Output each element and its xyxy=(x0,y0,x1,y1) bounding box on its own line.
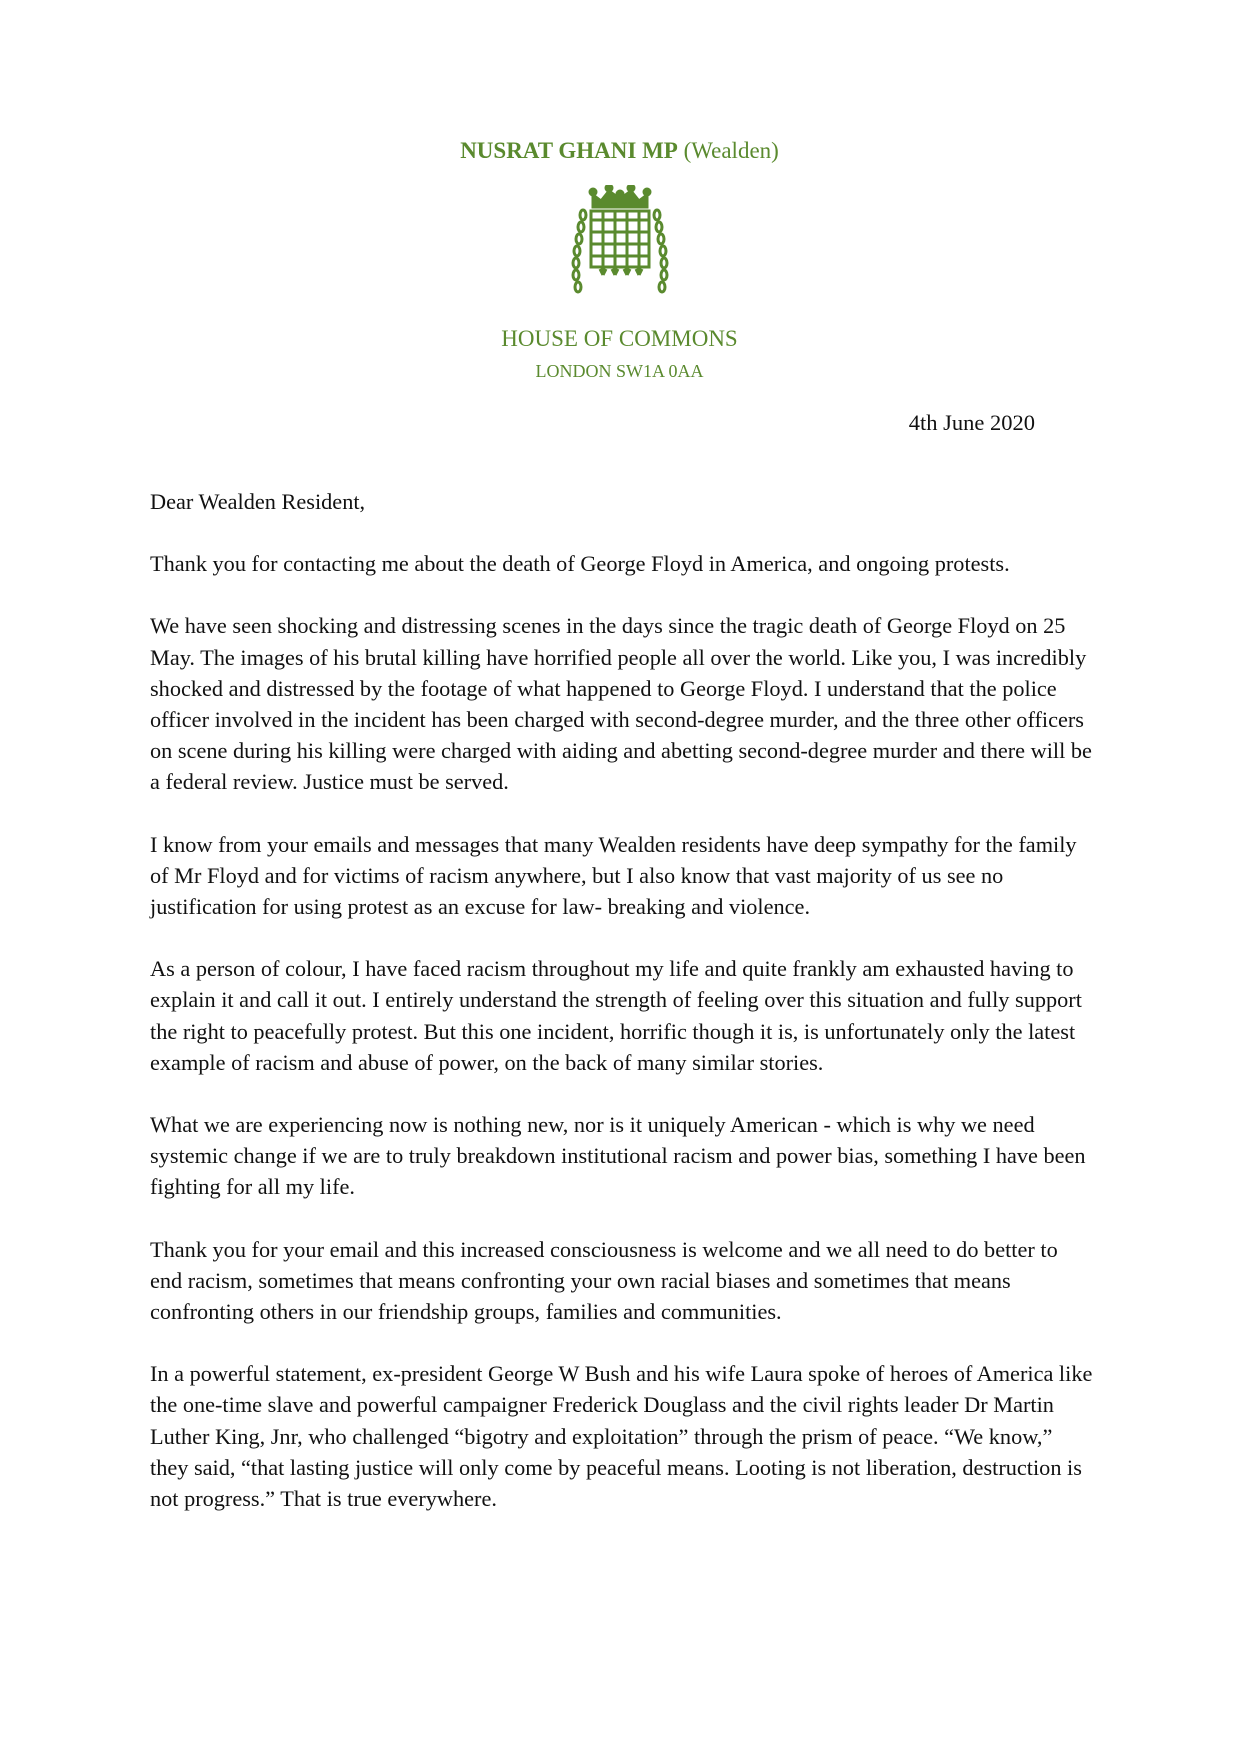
paragraph: I know from your emails and messages that many Wealden residents have deep sympathy for the family of Mr Floyd and for victims of racism anywhere, but I also know that vast majority of us see no justification for using protest as an excuse for law- breaking and violence. xyxy=(150,831,1077,920)
letter-date: 4th June 2020 xyxy=(908,410,1035,435)
paragraph: Thank you for contacting me about the death of George Floyd in America, and ongoing protests. xyxy=(150,551,1010,577)
house-of-commons: HOUSE OF COMMONS xyxy=(501,326,738,351)
mp-name-line xyxy=(0,136,1239,166)
paragraph: What we are experiencing now is nothing new, nor is it uniquely American - which is why we need systemic change if we are to truly breakdown institutional racism and power bias, something I have been fighting for all my life. xyxy=(150,1112,1086,1200)
paragraph: We have seen shocking and distressing scenes in the days since the tragic death of George Floyd on 25 May. The images of his brutal killing have horrified people all over the world. Like you, I was incredibly shocked and distressed by the footage of what happened to George Floyd. I understand that the police officer involved in the incident has been charged with second-degree murder, and the three other officers on scene during his killing were charged with aiding and abetting second-degree murder and there will be a federal review. Justice must be served. xyxy=(150,613,1092,795)
paragraph: In a powerful statement, ex-president George W Bush and his wife Laura spoke of heroes of America like the one-time slave and powerful campaigner Frederick Douglass and the civil rights leader Dr Martin Luther King, Jnr, who challenged “bigotry and exploitation” through the prism of peace. “We know,” they said, “that lasting justice will only come by peaceful means. Looting is not liberation, destruction is not progress.” That is true everywhere. xyxy=(150,1361,1093,1512)
letter-body xyxy=(150,486,1095,1545)
paragraph: Thank you for your email and this increased consciousness is welcome and we all need to do better to end racism, sometimes that means confronting your own racial biases and sometimes that means confronting others in our friendship groups, families and communities. xyxy=(150,1236,1058,1325)
address: LONDON SW1A 0AA xyxy=(535,361,704,381)
paragraph: As a person of colour, I have faced racism throughout my life and quite frankly am exhausted having to explain it and call it out. I entirely understand the strength of feeling over this situation and fully support the right to peacefully protest. But this one incident, horrific though it is, is unfortunately only the latest example of racism and abuse of power, on the back of many similar stories. xyxy=(150,956,1082,1075)
portcullis-icon xyxy=(571,185,669,297)
mp-name: NUSRAT GHANI MP xyxy=(460,138,678,163)
salutation: Dear Wealden Resident, xyxy=(150,489,366,514)
constituency: (Wealden) xyxy=(683,138,779,163)
